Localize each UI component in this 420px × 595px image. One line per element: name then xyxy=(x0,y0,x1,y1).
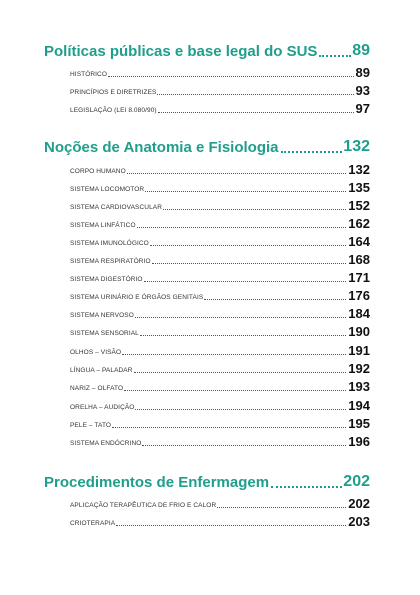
entry-page-number: 135 xyxy=(348,180,370,195)
entry-label: ORELHA – AUDIÇÃO xyxy=(70,404,135,411)
entry-page-number: 152 xyxy=(348,198,370,213)
toc-entry[interactable] xyxy=(70,342,370,358)
entry-label: LEGISLAÇÃO (LEI 8.080/90) xyxy=(70,107,157,114)
leader-dots xyxy=(127,173,347,174)
toc-entry[interactable] xyxy=(70,64,370,80)
leader-dots xyxy=(157,94,353,95)
leader-dots xyxy=(158,112,354,113)
entry-label: SISTEMA DIGESTÓRIO xyxy=(70,276,143,283)
leader-dots xyxy=(112,427,346,428)
entry-page-number: 192 xyxy=(348,361,370,376)
entry-label: NARIZ – OLFATO xyxy=(70,385,124,392)
toc-entry[interactable] xyxy=(70,360,370,376)
entry-page-number: 164 xyxy=(348,234,370,249)
entry-label: SISTEMA ENDÓCRINO xyxy=(70,440,142,447)
leader-dots xyxy=(271,486,342,488)
entry-label: PRINCÍPIOS E DIRETRIZES xyxy=(70,89,157,96)
toc-entry[interactable] xyxy=(70,378,370,394)
leader-dots xyxy=(204,299,346,300)
entry-page-number: 93 xyxy=(355,83,370,98)
leader-dots xyxy=(116,525,346,526)
toc-entry[interactable] xyxy=(70,287,370,303)
entry-label: SISTEMA LINFÁTICO xyxy=(70,222,136,229)
toc-entry[interactable] xyxy=(70,82,370,98)
toc-entry[interactable] xyxy=(70,513,370,529)
entry-label: SISTEMA LOCOMOTOR xyxy=(70,186,145,193)
section-page-number: 132 xyxy=(343,138,370,155)
entry-page-number: 97 xyxy=(355,101,370,116)
entry-label: CORPO HUMANO xyxy=(70,168,126,175)
toc-entry[interactable] xyxy=(70,495,370,511)
entry-label: SISTEMA RESPIRATÓRIO xyxy=(70,258,151,265)
toc-entry[interactable] xyxy=(70,251,370,267)
entry-page-number: 194 xyxy=(348,398,370,413)
section-page-number: 89 xyxy=(352,42,370,59)
entry-page-number: 191 xyxy=(348,343,370,358)
leader-dots xyxy=(135,409,346,410)
entry-page-number: 132 xyxy=(348,162,370,177)
toc-entry[interactable] xyxy=(70,323,370,339)
toc-entry[interactable] xyxy=(70,269,370,285)
entry-label: SISTEMA IMUNOLÓGICO xyxy=(70,240,149,247)
entry-page-number: 202 xyxy=(348,496,370,511)
entry-label: SISTEMA SENSORIAL xyxy=(70,330,139,337)
leader-dots xyxy=(134,372,347,373)
section-title: Procedimentos de Enfermagem xyxy=(44,474,270,491)
entry-label: PELE – TATO xyxy=(70,422,112,429)
toc-entry[interactable] xyxy=(70,305,370,321)
entry-page-number: 195 xyxy=(348,416,370,431)
section-heading[interactable] xyxy=(44,471,370,491)
leader-dots xyxy=(152,263,347,264)
leader-dots xyxy=(163,209,346,210)
entry-page-number: 162 xyxy=(348,216,370,231)
section-heading[interactable] xyxy=(44,136,370,156)
toc-entry[interactable] xyxy=(70,233,370,249)
entry-page-number: 196 xyxy=(348,434,370,449)
entry-label: SISTEMA URINÁRIO E ÓRGÃOS GENITAIS xyxy=(70,294,204,301)
leader-dots xyxy=(150,245,346,246)
section-title: Políticas públicas e base legal do SUS xyxy=(44,43,318,60)
leader-dots xyxy=(122,354,346,355)
entry-page-number: 171 xyxy=(348,270,370,285)
section-page-number: 202 xyxy=(343,473,370,490)
entry-label: HISTÓRICO xyxy=(70,71,108,78)
leader-dots xyxy=(319,55,351,57)
entry-label: APLICAÇÃO TERAPÊUTICA DE FRIO E CALOR xyxy=(70,502,217,509)
entry-page-number: 190 xyxy=(348,324,370,339)
entry-page-number: 184 xyxy=(348,306,370,321)
toc-entry[interactable] xyxy=(70,415,370,431)
toc-entry[interactable] xyxy=(70,100,370,116)
entry-page-number: 193 xyxy=(348,379,370,394)
toc-entry[interactable] xyxy=(70,179,370,195)
entry-page-number: 168 xyxy=(348,252,370,267)
entry-label: OLHOS – VISÃO xyxy=(70,349,122,356)
leader-dots xyxy=(217,507,346,508)
leader-dots xyxy=(135,317,346,318)
leader-dots xyxy=(142,445,346,446)
toc-entry[interactable] xyxy=(70,215,370,231)
toc-entry[interactable] xyxy=(70,197,370,213)
leader-dots xyxy=(281,151,343,153)
leader-dots xyxy=(145,191,346,192)
section-heading[interactable] xyxy=(44,40,370,60)
entry-label: SISTEMA NERVOSO xyxy=(70,312,134,319)
entry-label: CRIOTERAPIA xyxy=(70,520,116,527)
toc-entry[interactable] xyxy=(70,397,370,413)
leader-dots xyxy=(144,281,347,282)
entry-label: LÍNGUA – PALADAR xyxy=(70,367,133,374)
entry-page-number: 89 xyxy=(355,65,370,80)
entry-label: SISTEMA CARDIOVASCULAR xyxy=(70,204,163,211)
leader-dots xyxy=(140,335,346,336)
leader-dots xyxy=(108,76,354,77)
entry-page-number: 203 xyxy=(348,514,370,529)
toc-entry[interactable] xyxy=(70,433,370,449)
leader-dots xyxy=(124,390,346,391)
section-title: Noções de Anatomia e Fisiologia xyxy=(44,139,279,156)
toc-entry[interactable] xyxy=(70,161,370,177)
entry-page-number: 176 xyxy=(348,288,370,303)
leader-dots xyxy=(137,227,347,228)
